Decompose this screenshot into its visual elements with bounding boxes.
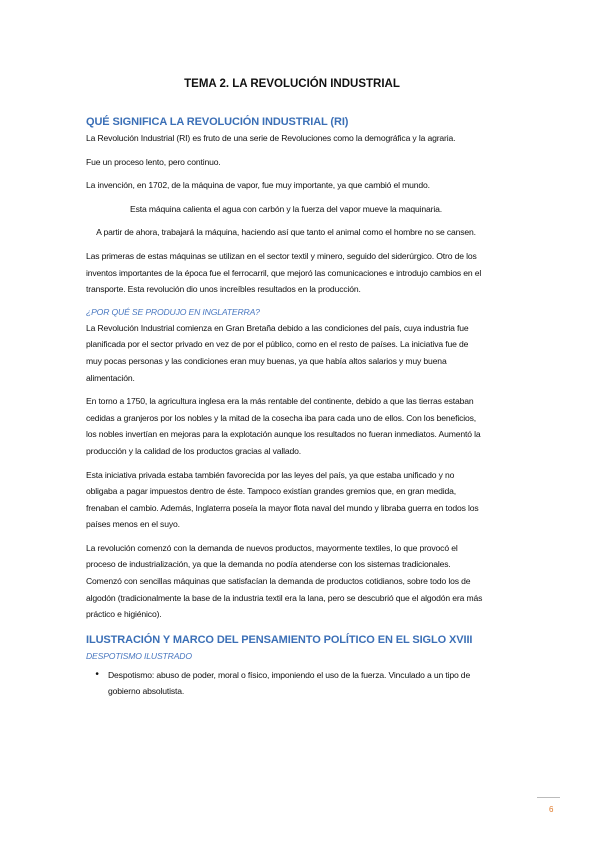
subheading-despotismo: DESPOTISMO ILUSTRADO [86,650,192,661]
footer-divider [537,797,560,798]
page-content [86,75,486,700]
bullet-icon: • [95,668,99,680]
paragraph: Las primeras de estas máquinas se utilizan en el sector textil y minero, seguido del siderúrgico. Otro de los inventos importantes de la época fue el ferrocarril, que mejoró las comunicaciones e introdujo cambios en el transporte. Esta revolución dio unos increíbles resultados en la producción. [86,250,482,295]
subheading-inglaterra: ¿POR QUÉ SE PRODUJO EN INGLATERRA? [86,306,260,317]
page-number: 6 [549,805,554,814]
section-heading-ilustracion: ILUSTRACIÓN Y MARCO DEL PENSAMIENTO POLÍTICO EN EL SIGLO XVIII [86,633,473,646]
paragraph: Esta iniciativa privada estaba también favorecida por las leyes del país, ya que estaba unificado y no obligaba a pagar impuestos dentro de éste. Tampoco existían grandes gremios que, en gran medida, frenaban el cambio. Además, Inglaterra poseía la mayor flota naval del mundo y libraba guerra en todos los países menos en el suyo. [86,469,479,530]
paragraph-centered: Esta máquina calienta el agua con carbón y la fuerza del vapor mueve la maquinaria. [130,203,442,214]
paragraph: La Revolución Industrial comienza en Gran Bretaña debido a las condiciones del país, cuya industria fue planificada por el sector privado en vez de por el público, como en el resto de países. La iniciativa fue de muy pocas personas y las condiciones eran muy buenas, ya que había altos salarios y muy buena alimentación. [86,322,469,383]
list-item-text: Despotismo: abuso de poder, moral o físico, imponiendo el uso de la fuerza. Vinculado a un tipo de gobierno absolutista. [108,669,471,697]
page-title: TEMA 2. LA REVOLUCIÓN INDUSTRIAL [184,78,400,90]
paragraph: La Revolución Industrial (RI) es fruto de una serie de Revoluciones como la demográfica y la agraria. [86,133,456,143]
paragraph: La invención, en 1702, de la máquina de vapor, fue muy importante, ya que cambió el mundo. [86,180,430,191]
paragraph: Fue un proceso lento, pero continuo. [86,156,221,167]
paragraph-centered: A partir de ahora, trabajará la máquina, haciendo así que tanto el animal como el hombre no se cansen. [96,227,476,238]
paragraph: En torno a 1750, la agricultura inglesa era la más rentable del continente, debido a que las tierras estaban cedidas a granjeros por los nobles y la mitad de la cosecha iba para cada uno de ellos. Con los beneficios, los nobles invertían en mejoras para la explotación aunque los resultados no fueran inmediatos. Aumentó la producción y la calidad de los productos gracias al vallado. [86,396,481,456]
section-heading-ri: QUÉ SIGNIFICA LA REVOLUCIÓN INDUSTRIAL (RI) [86,116,349,128]
paragraph: La revolución comenzó con la demanda de nuevos productos, mayormente textiles, lo que provocó el proceso de industrialización, ya que la demanda no podía atenderse con los sistemas tradicionales. Comenzó con sencillas máquinas que satisfacían la demanda de productos cotidianos, sobre todo los de algodón (tradicionalmente la base de la industria textil era la lana, pero se descubrió que el algodón era más práctico e higiénico). [86,542,483,620]
list-item [86,667,486,700]
